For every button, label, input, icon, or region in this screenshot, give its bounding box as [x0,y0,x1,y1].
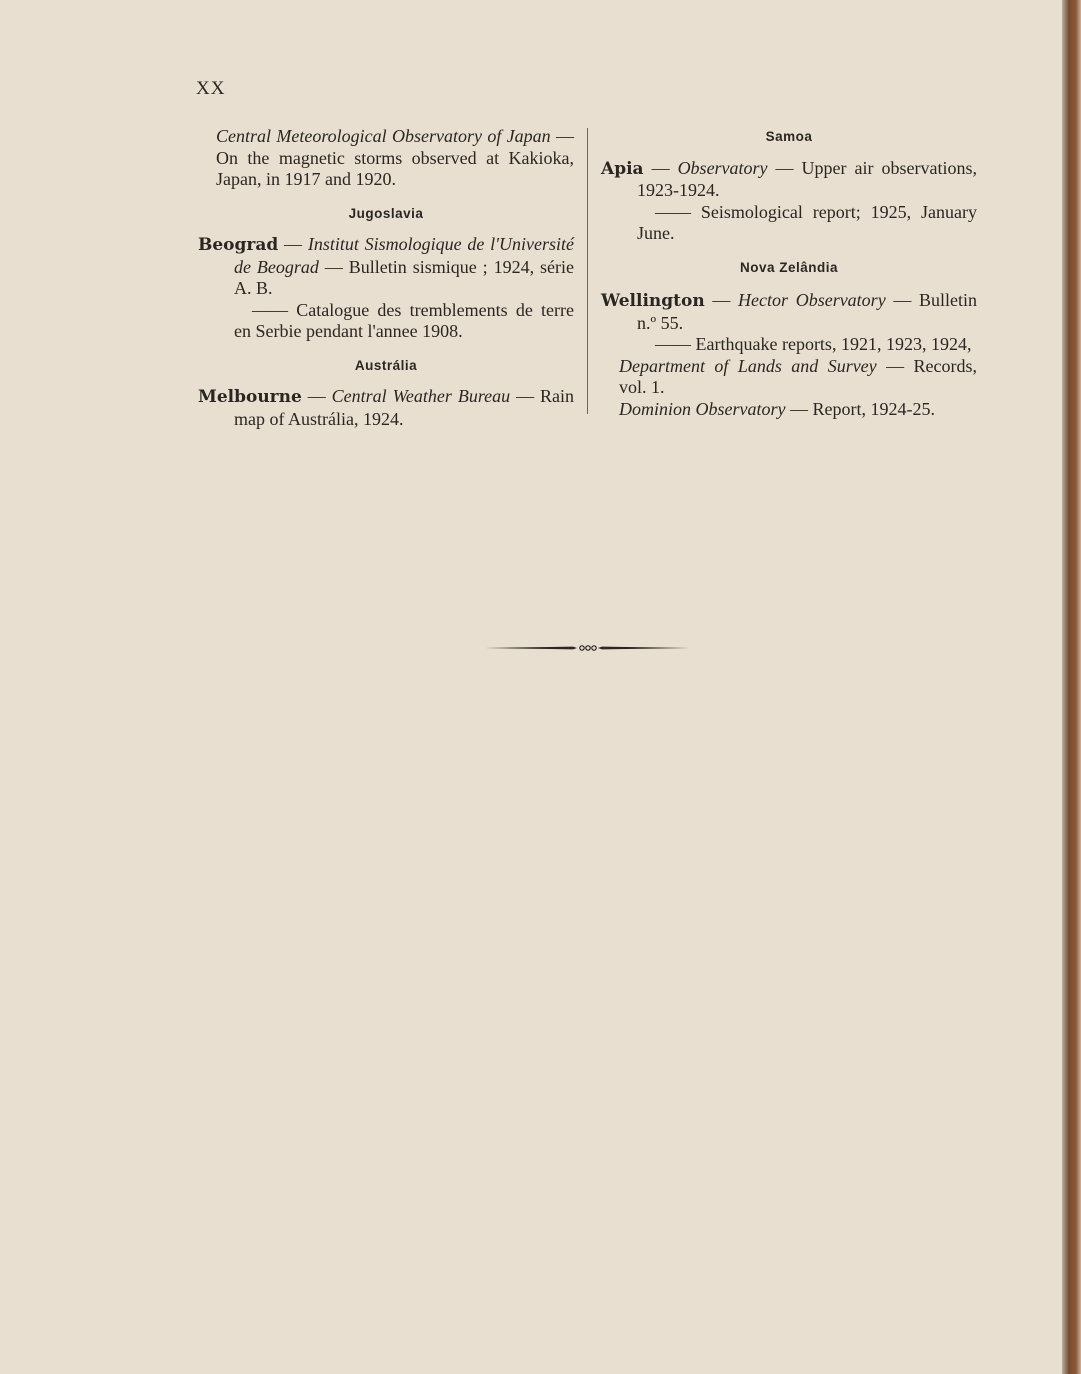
right-column [601,126,977,420]
section-heading-australia: Austrália [354,357,418,373]
book-spine-edge [1062,0,1081,1374]
entry-dash: — [278,234,308,254]
entry-institution: Central Meteorological Observatory of Japan [216,126,551,146]
entry-text: — Upper air observations, 1923-1924. [637,157,977,200]
entry-dash: — [643,157,678,178]
page-number: XX [196,78,226,99]
entry-place: Wellington [601,291,705,311]
entry-institution: Central Weather Bureau [331,386,511,406]
entry-institution: Institut Sismologique de l'Université de Beograd [234,234,574,277]
entry-place: Beograd [198,235,279,255]
entry-text: — Bulletin sismique ; 1924, série A. B. [234,256,575,298]
entry-dash: — [301,386,332,406]
entry-text: — Report, 1924-25. [785,398,935,419]
entry-wellington-lands-survey [601,356,977,399]
entry-institution: Department of Lands and Survey [619,355,877,376]
entry-text: — Rain map of Austrália, 1924. [234,386,574,429]
entry-melbourne [198,386,574,430]
entry-institution: Hector Observatory [738,290,886,310]
entry-apia-seismological: —— Seismological report; 1925, January June. [637,201,977,243]
entry-text: — Bulletin n.º 55. [637,290,978,333]
entry-apia [601,158,977,202]
ornament-rule [485,643,690,653]
section-heading-nova-zelandia: Nova Zelândia [739,259,839,275]
column-divider [587,128,588,414]
entry-institution: Dominion Observatory [619,398,786,419]
entry-central-meteorological-observatory [198,126,574,191]
entry-text: — On the magnetic storms observed at Kakioka, Japan, in 1917 and 1920. [216,126,574,189]
entry-institution: Observatory [677,157,768,178]
entry-wellington-earthquake: —— Earthquake reports, 1921, 1923, 1924, [655,334,972,354]
left-column [198,126,574,430]
entry-place: Melbourne [198,387,302,407]
section-heading-samoa: Samoa [765,129,813,144]
section-heading-jugoslavia: Jugoslavia [348,205,424,221]
entry-text: — Records, vol. 1. [619,355,977,397]
entry-place: Apia [601,158,644,179]
entry-wellington-dominion [601,399,977,421]
entry-wellington [601,290,977,334]
entry-dash: — [704,290,739,310]
entry-beograd-catalogue: —— Catalogue des tremblements de terre en Serbie pendant l'annee 1908. [234,299,574,341]
entry-beograd [198,234,574,300]
